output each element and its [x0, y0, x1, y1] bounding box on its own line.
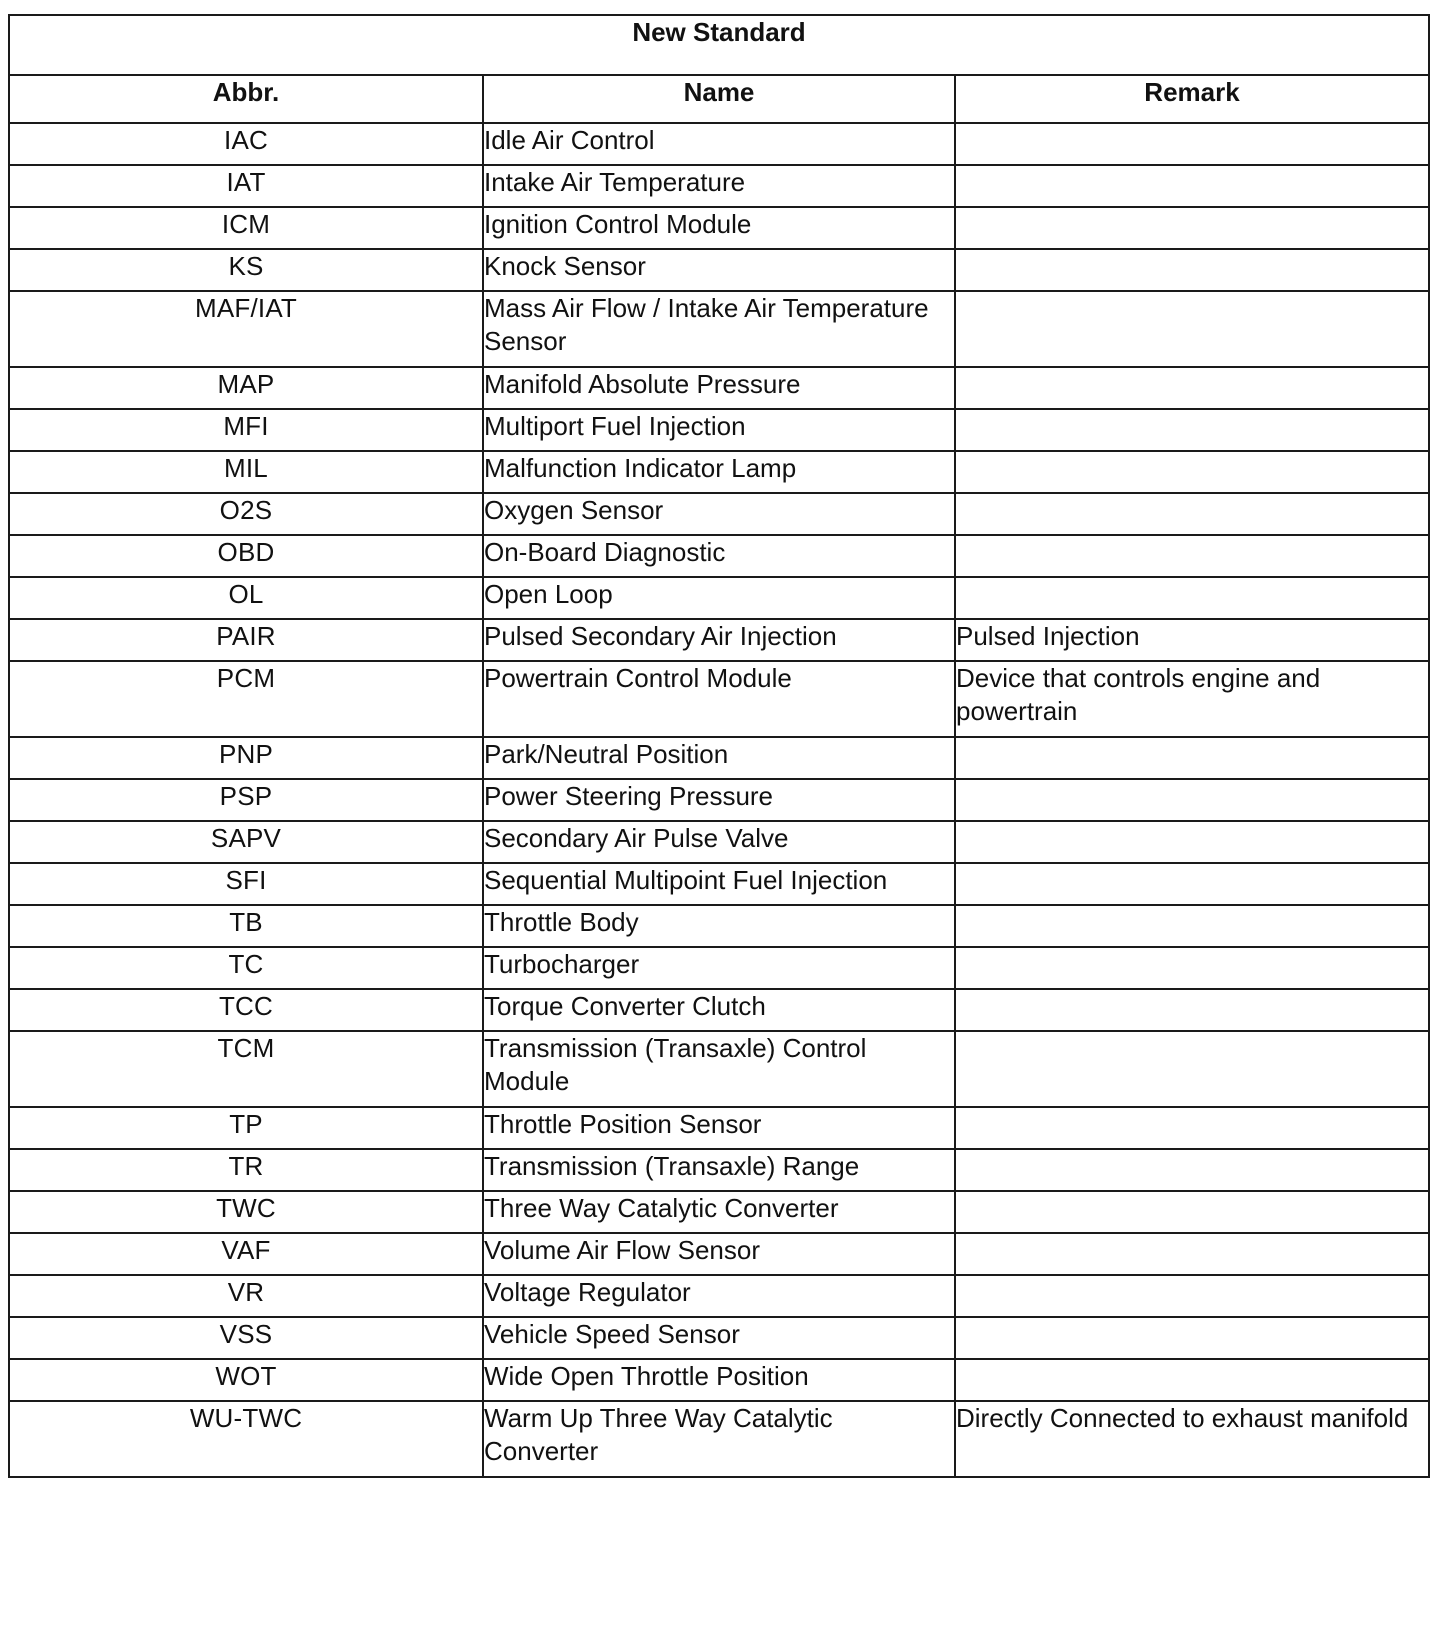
name-cell: Three Way Catalytic Converter	[483, 1191, 955, 1233]
table-row	[9, 1031, 1429, 1107]
header-abbr: Abbr.	[9, 75, 483, 123]
table-row	[9, 661, 1429, 737]
table-row	[9, 737, 1429, 779]
remark-cell	[955, 1317, 1429, 1359]
abbr-cell: TC	[9, 947, 483, 989]
remark-cell	[955, 1359, 1429, 1401]
abbr-cell: MAP	[9, 367, 483, 409]
table-body	[9, 123, 1429, 1477]
remark-cell	[955, 989, 1429, 1031]
table-row	[9, 123, 1429, 165]
table-row	[9, 367, 1429, 409]
abbr-cell: TP	[9, 1107, 483, 1149]
table-row	[9, 535, 1429, 577]
remark-cell	[955, 779, 1429, 821]
table-title-row	[9, 15, 1429, 75]
table-row	[9, 863, 1429, 905]
remark-cell	[955, 207, 1429, 249]
remark-cell	[955, 493, 1429, 535]
name-cell: Park/Neutral Position	[483, 737, 955, 779]
remark-cell	[955, 821, 1429, 863]
table-title: New Standard	[9, 15, 1429, 75]
abbr-cell: OL	[9, 577, 483, 619]
name-cell: On-Board Diagnostic	[483, 535, 955, 577]
name-cell: Secondary Air Pulse Valve	[483, 821, 955, 863]
name-cell: Vehicle Speed Sensor	[483, 1317, 955, 1359]
abbr-cell: TB	[9, 905, 483, 947]
header-name: Name	[483, 75, 955, 123]
name-cell: Wide Open Throttle Position	[483, 1359, 955, 1401]
abbr-cell: VSS	[9, 1317, 483, 1359]
remark-cell	[955, 123, 1429, 165]
abbr-cell: WU-TWC	[9, 1401, 483, 1477]
table-row	[9, 619, 1429, 661]
remark-cell	[955, 1149, 1429, 1191]
table-row	[9, 165, 1429, 207]
remark-cell	[955, 1031, 1429, 1107]
name-cell: Manifold Absolute Pressure	[483, 367, 955, 409]
name-cell: Throttle Position Sensor	[483, 1107, 955, 1149]
table-row	[9, 1191, 1429, 1233]
abbr-cell: TR	[9, 1149, 483, 1191]
table-row	[9, 1317, 1429, 1359]
table-row	[9, 1149, 1429, 1191]
abbr-cell: TWC	[9, 1191, 483, 1233]
name-cell: Malfunction Indicator Lamp	[483, 451, 955, 493]
name-cell: Power Steering Pressure	[483, 779, 955, 821]
name-cell: Voltage Regulator	[483, 1275, 955, 1317]
abbr-cell: SFI	[9, 863, 483, 905]
remark-cell	[955, 1107, 1429, 1149]
name-cell: Intake Air Temperature	[483, 165, 955, 207]
name-cell: Pulsed Secondary Air Injection	[483, 619, 955, 661]
remark-cell	[955, 249, 1429, 291]
abbr-cell: ICM	[9, 207, 483, 249]
abbreviation-table	[8, 14, 1430, 1478]
abbr-cell: SAPV	[9, 821, 483, 863]
remark-cell	[955, 291, 1429, 367]
table-row	[9, 1401, 1429, 1477]
name-cell: Turbocharger	[483, 947, 955, 989]
remark-cell: Device that controls engine and powertrain	[955, 661, 1429, 737]
table-row	[9, 779, 1429, 821]
table-row	[9, 1359, 1429, 1401]
remark-cell	[955, 577, 1429, 619]
name-cell: Warm Up Three Way Catalytic Converter	[483, 1401, 955, 1477]
abbr-cell: IAT	[9, 165, 483, 207]
name-cell: Knock Sensor	[483, 249, 955, 291]
abbr-cell: PAIR	[9, 619, 483, 661]
name-cell: Transmission (Transaxle) Range	[483, 1149, 955, 1191]
abbr-cell: KS	[9, 249, 483, 291]
remark-cell	[955, 1233, 1429, 1275]
abbreviation-table-container	[8, 14, 1428, 1478]
name-cell: Open Loop	[483, 577, 955, 619]
abbr-cell: O2S	[9, 493, 483, 535]
table-row	[9, 577, 1429, 619]
name-cell: Transmission (Transaxle) Control Module	[483, 1031, 955, 1107]
name-cell: Oxygen Sensor	[483, 493, 955, 535]
table-row	[9, 821, 1429, 863]
abbr-cell: PNP	[9, 737, 483, 779]
remark-cell	[955, 947, 1429, 989]
abbr-cell: MAF/IAT	[9, 291, 483, 367]
table-row	[9, 291, 1429, 367]
abbr-cell: TCM	[9, 1031, 483, 1107]
remark-cell	[955, 165, 1429, 207]
table-row	[9, 1275, 1429, 1317]
abbr-cell: PCM	[9, 661, 483, 737]
name-cell: Sequential Multipoint Fuel Injection	[483, 863, 955, 905]
table-row	[9, 249, 1429, 291]
remark-cell: Directly Connected to exhaust manifold	[955, 1401, 1429, 1477]
abbr-cell: VAF	[9, 1233, 483, 1275]
header-remark: Remark	[955, 75, 1429, 123]
table-row	[9, 947, 1429, 989]
remark-cell	[955, 409, 1429, 451]
table-header-row	[9, 75, 1429, 123]
remark-cell	[955, 367, 1429, 409]
name-cell: Powertrain Control Module	[483, 661, 955, 737]
abbr-cell: MFI	[9, 409, 483, 451]
remark-cell	[955, 905, 1429, 947]
remark-cell	[955, 535, 1429, 577]
table-row	[9, 1107, 1429, 1149]
abbr-cell: MIL	[9, 451, 483, 493]
abbr-cell: OBD	[9, 535, 483, 577]
remark-cell	[955, 737, 1429, 779]
table-row	[9, 1233, 1429, 1275]
name-cell: Ignition Control Module	[483, 207, 955, 249]
remark-cell: Pulsed Injection	[955, 619, 1429, 661]
remark-cell	[955, 1191, 1429, 1233]
abbr-cell: IAC	[9, 123, 483, 165]
remark-cell	[955, 451, 1429, 493]
name-cell: Multiport Fuel Injection	[483, 409, 955, 451]
abbr-cell: TCC	[9, 989, 483, 1031]
abbr-cell: VR	[9, 1275, 483, 1317]
name-cell: Idle Air Control	[483, 123, 955, 165]
table-row	[9, 409, 1429, 451]
remark-cell	[955, 1275, 1429, 1317]
table-row	[9, 493, 1429, 535]
remark-cell	[955, 863, 1429, 905]
table-row	[9, 451, 1429, 493]
name-cell: Throttle Body	[483, 905, 955, 947]
abbr-cell: WOT	[9, 1359, 483, 1401]
name-cell: Torque Converter Clutch	[483, 989, 955, 1031]
table-row	[9, 989, 1429, 1031]
abbr-cell: PSP	[9, 779, 483, 821]
table-row	[9, 207, 1429, 249]
name-cell: Volume Air Flow Sensor	[483, 1233, 955, 1275]
name-cell: Mass Air Flow / Intake Air Temperature Sensor	[483, 291, 955, 367]
table-row	[9, 905, 1429, 947]
